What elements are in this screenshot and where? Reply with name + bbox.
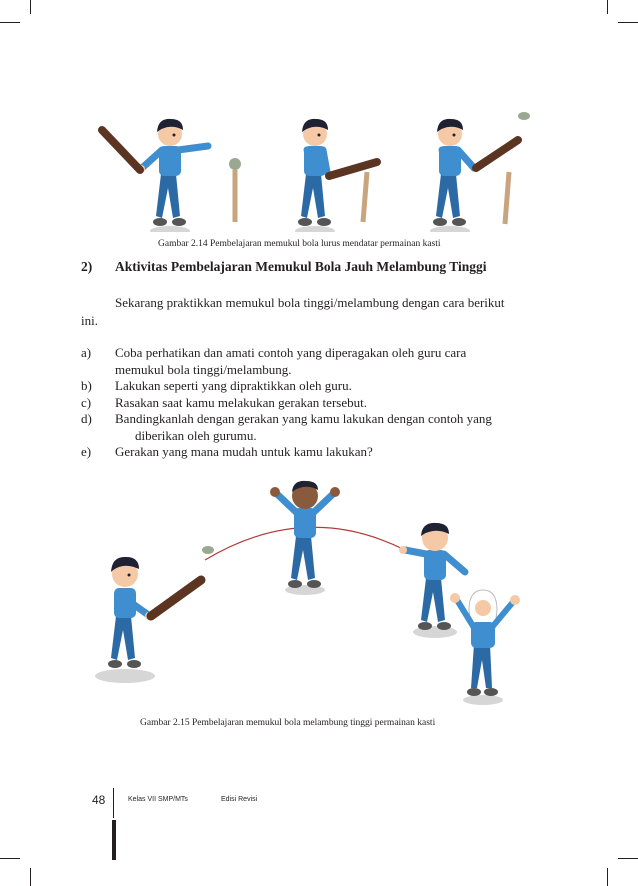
list-item bbox=[81, 444, 561, 461]
list-item-text: Gerakan yang mana mudah untuk kamu lakukan? bbox=[115, 444, 373, 459]
footer-class-label: Kelas VII SMP/MTs bbox=[128, 796, 188, 803]
list-item-text: Rasakan saat kamu melakukan gerakan tersebut. bbox=[115, 394, 367, 410]
crop-mark bbox=[0, 858, 20, 859]
instruction-list bbox=[81, 345, 561, 461]
footer-bar bbox=[112, 820, 116, 860]
list-marker: c) bbox=[81, 394, 92, 410]
list-item-text: Lakukan seperti yang dipraktikkan oleh guru. bbox=[115, 378, 352, 393]
crop-mark bbox=[0, 22, 20, 23]
list-marker: e) bbox=[81, 444, 92, 459]
list-item bbox=[81, 411, 561, 444]
list-item-text: Coba perhatikan dan amati contoh yang diperagakan oleh guru cara bbox=[115, 345, 467, 360]
crop-mark bbox=[618, 858, 638, 859]
intro-paragraph-line: Sekarang praktikkan memukul bola tinggi/melambung dengan cara berikut bbox=[115, 295, 505, 310]
list-marker: d) bbox=[81, 411, 92, 426]
section-number: 2) bbox=[81, 259, 93, 274]
figure-caption: Gambar 2.15 Pembelajaran memukul bola melambung tinggi permainan kasti bbox=[140, 718, 436, 728]
footer-edition: Edisi Revisi bbox=[221, 796, 258, 803]
list-marker: b) bbox=[81, 378, 92, 393]
footer-divider bbox=[113, 788, 114, 818]
list-item bbox=[81, 378, 561, 395]
figure-caption: Gambar 2.14 Pembelajaran memukul bola lurus mendatar permainan kasti bbox=[158, 239, 441, 249]
crop-mark bbox=[30, 868, 31, 886]
list-item bbox=[81, 345, 561, 378]
section-title: Aktivitas Pembelajaran Memukul Bola Jauh Melambung Tinggi bbox=[115, 259, 487, 274]
list-item-text: diberikan oleh gurumu. bbox=[135, 427, 257, 443]
crop-mark bbox=[618, 22, 638, 23]
intro-paragraph-line: ini. bbox=[81, 313, 98, 328]
crop-mark bbox=[607, 0, 608, 14]
section-heading bbox=[81, 259, 561, 275]
page-number: 48 bbox=[92, 793, 106, 807]
crop-mark bbox=[30, 0, 31, 14]
list-item-text: memukul bola tinggi/melambung. bbox=[115, 361, 292, 377]
figure-hitting-high bbox=[85, 470, 545, 715]
list-item-text: Bandingkanlah dengan gerakan yang kamu lakukan dengan contoh yang bbox=[115, 411, 492, 426]
figure-hitting-flat bbox=[85, 100, 545, 232]
list-item bbox=[81, 395, 561, 412]
list-marker: a) bbox=[81, 345, 92, 360]
crop-mark bbox=[607, 868, 608, 886]
